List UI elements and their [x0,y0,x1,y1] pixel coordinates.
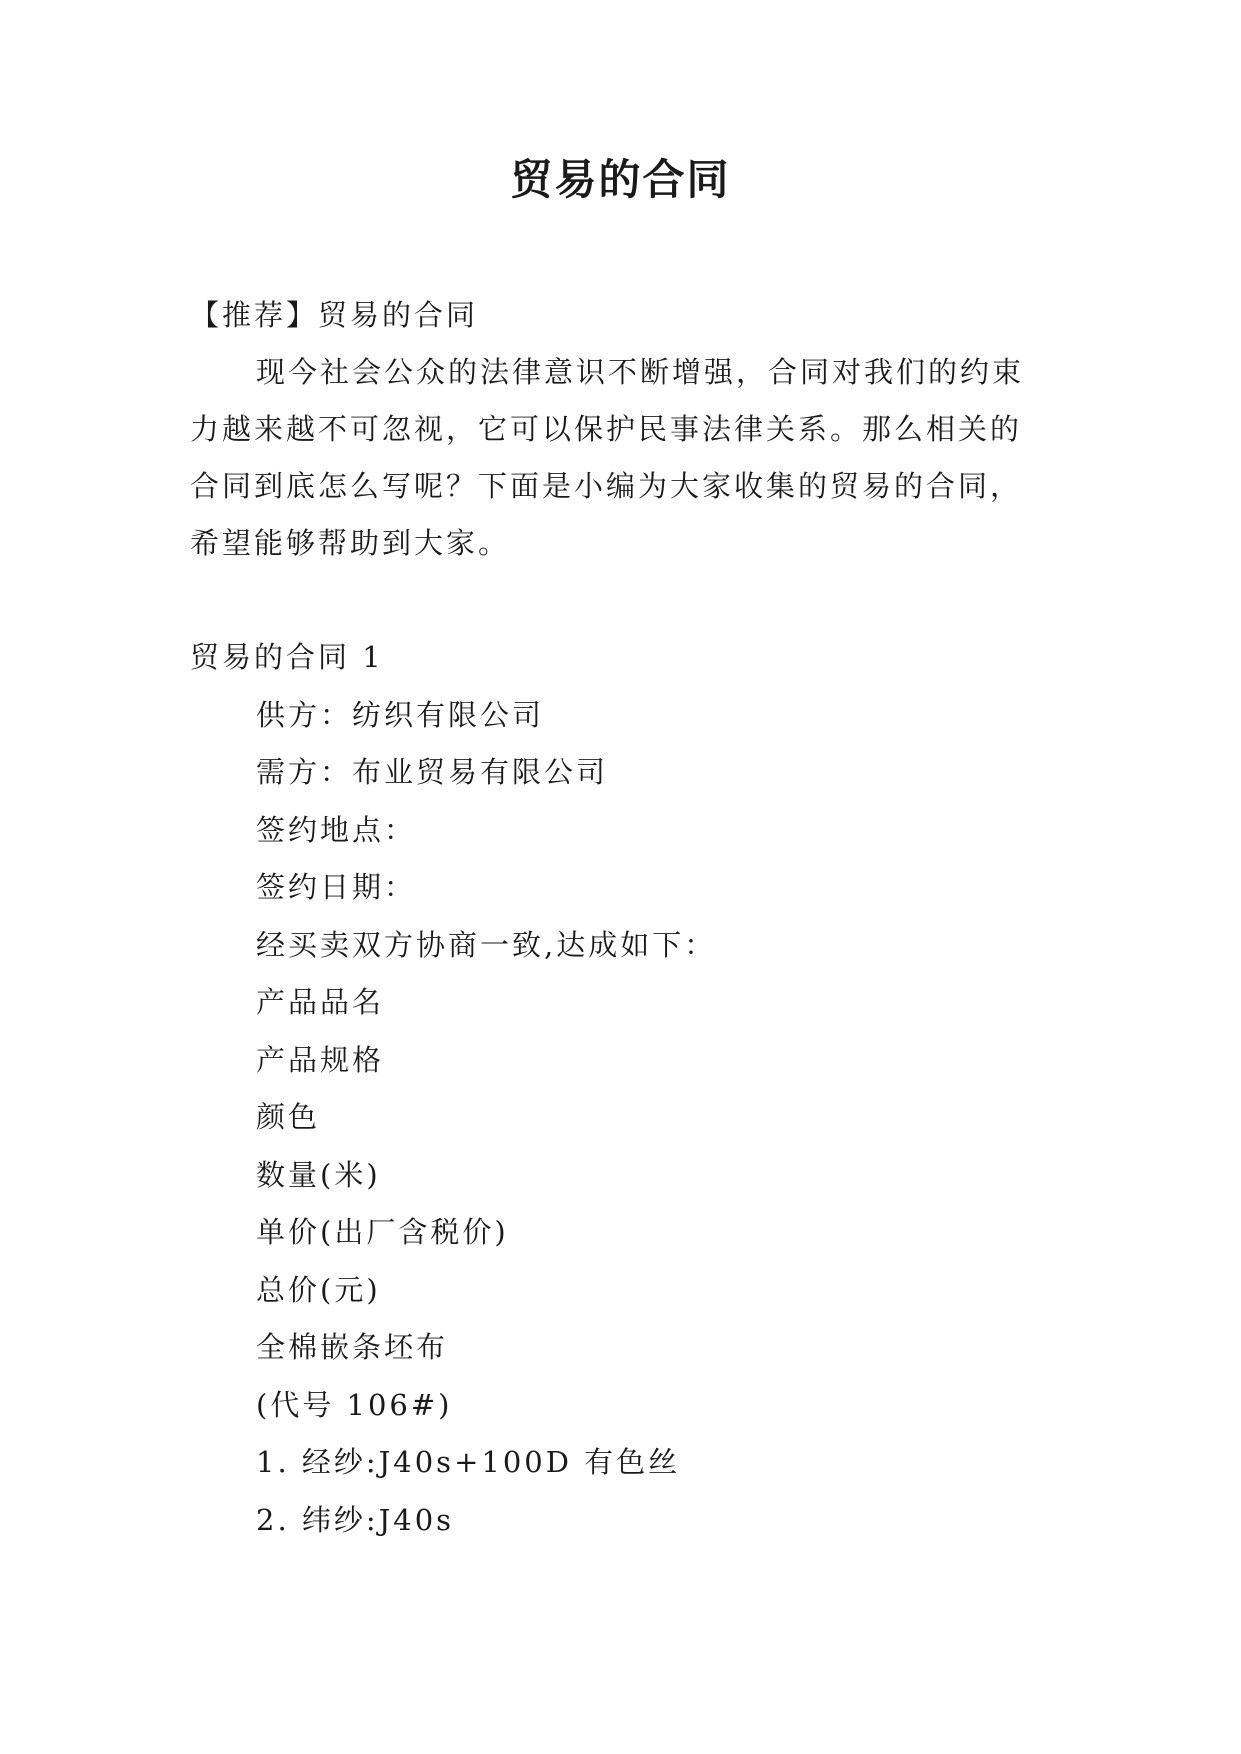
contract-line: 2. 纬纱:J40s [256,1503,455,1537]
sign-date-line: 签约日期： [256,870,417,904]
sign-place-line: 签约地点： [256,813,417,847]
contract-line: 单价(出厂含税价) [256,1215,509,1249]
contract-line: 颜色 [256,1100,321,1134]
contract-line: 总价(元) [256,1273,381,1307]
contract-line: (代号 106#) [256,1388,453,1422]
contract-line: 产品品名 [256,985,385,1019]
section-heading: 贸易的合同 1 [190,640,384,674]
intro-paragraph-line: 希望能够帮助到大家。 [190,526,511,560]
contract-line: 1. 经纱:J40s+100D 有色丝 [256,1445,681,1479]
intro-paragraph-line: 现今社会公众的法律意识不断增强，合同对我们的约束 [256,355,1025,389]
intro-paragraph-line: 力越来越不可忽视，它可以保护民事法律关系。那么相关的 [190,412,1023,446]
document-title: 贸易的合同 [510,155,731,204]
agreement-line: 经买卖双方协商一致,达成如下： [256,928,717,962]
contract-line: 数量(米) [256,1158,381,1192]
contract-line: 产品规格 [256,1043,385,1077]
contract-line: 全棉嵌条坯布 [256,1330,449,1364]
buyer-line: 需方：布业贸易有限公司 [256,755,609,789]
recommend-line: 【推荐】贸易的合同 [190,298,479,332]
intro-paragraph-line: 合同到底怎么写呢？下面是小编为大家收集的贸易的合同， [190,469,1023,503]
supplier-line: 供方：纺织有限公司 [256,698,545,732]
